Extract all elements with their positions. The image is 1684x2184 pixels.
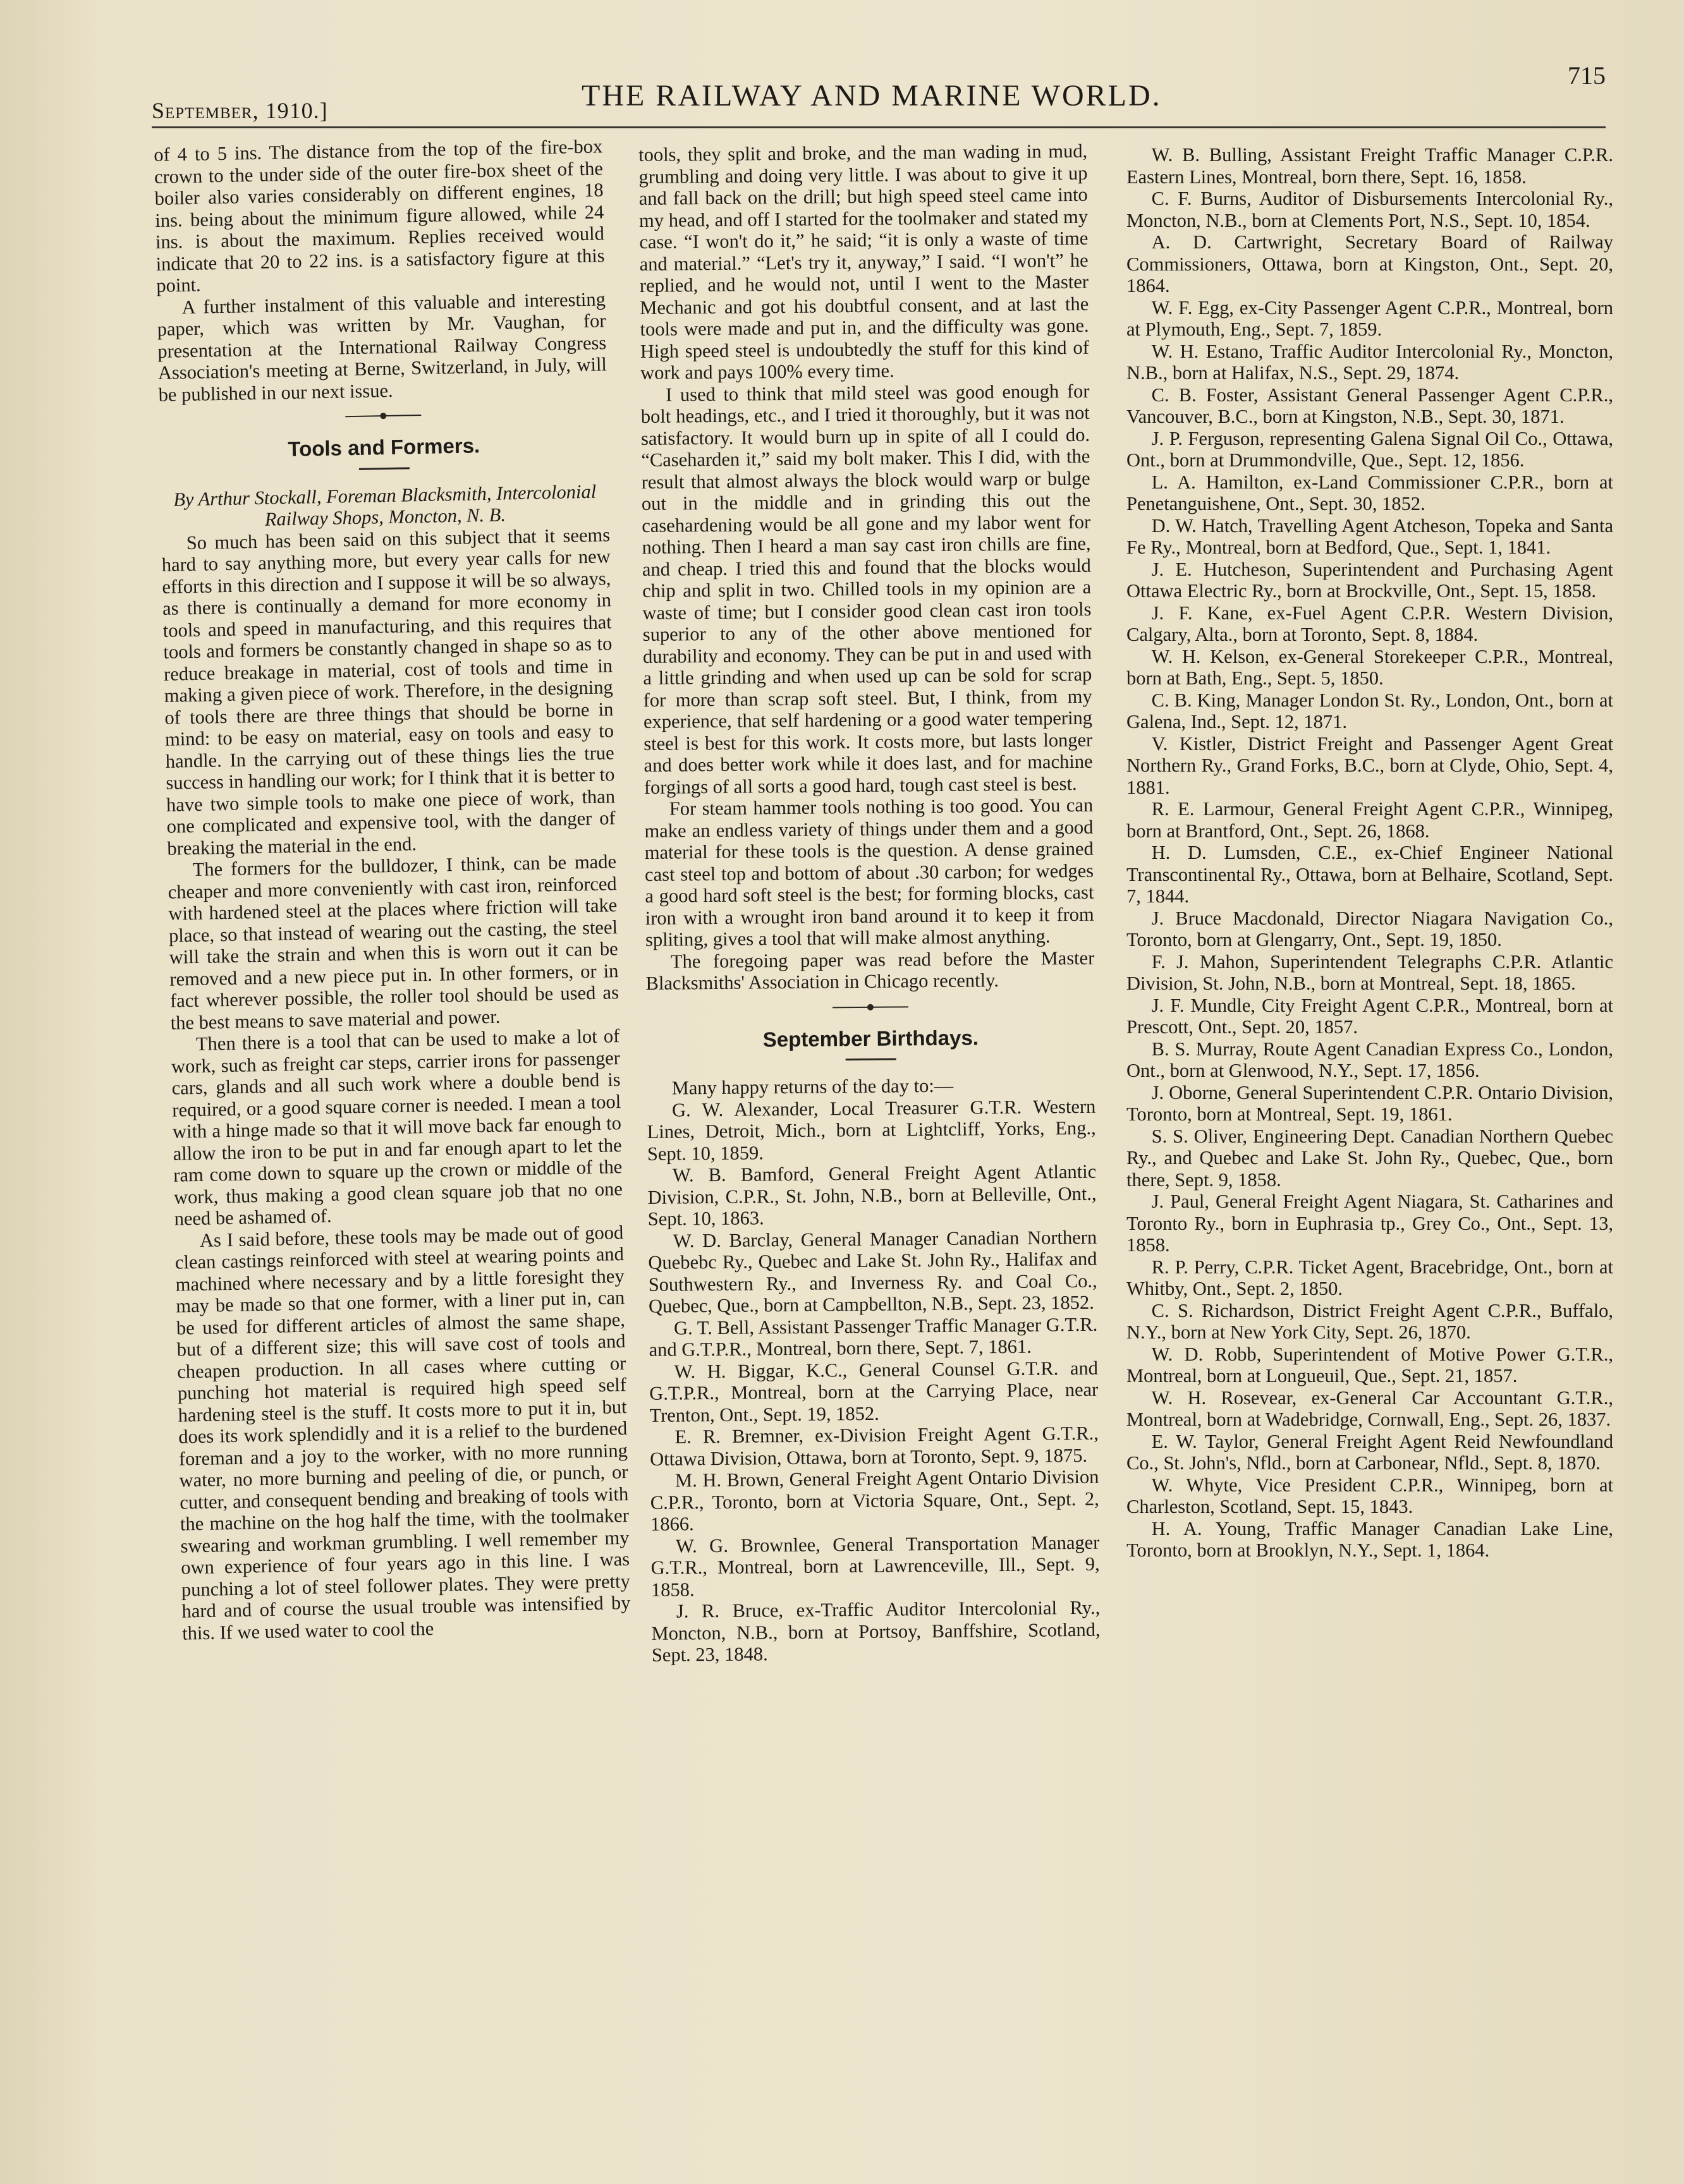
birthday-entry: B. S. Murray, Route Agent Canadian Express Co., London, Ont., born at Glenwood, N.Y., Sept. 17, 1856.: [1126, 1038, 1613, 1081]
birthday-entry: J. F. Mundle, City Freight Agent C.P.R., Montreal, born at Prescott, Ont., Sept. 20, 1857.: [1126, 994, 1613, 1038]
birthday-entry: W. B. Bulling, Assistant Freight Traffic Manager C.P.R. Eastern Lines, Montreal, born there, Sept. 16, 1858.: [1126, 144, 1613, 188]
paragraph: For steam hammer tools nothing is too good. You can make an endless variety of things under them and a good material for these tools is the question. A dense grained cast steel top and bottom of about .30 carbon; for wedges a good hard soft steel is the best; for forming blocks, cast iron with a wrought iron band around it to keep it from spliting, gives a tool that will make almost anything.: [644, 794, 1094, 950]
birthday-entry: W. F. Egg, ex-City Passenger Agent C.P.R., Montreal, born at Plymouth, Eng., Sept. 7, 1859.: [1126, 296, 1613, 340]
page-header: [152, 61, 1606, 123]
birthday-entry: C. B. King, Manager London St. Ry., London, Ont., born at Galena, Ind., Sept. 12, 1871.: [1126, 689, 1613, 732]
column-1: [154, 135, 631, 1644]
article-heading: Tools and Formers.: [288, 434, 480, 461]
heading-rule: [359, 467, 410, 470]
birthday-entry: W. H. Rosevear, ex-General Car Accountant G.T.R., Montreal, born at Wadebridge, Cornwall, Eng., Sept. 26, 1837.: [1126, 1386, 1613, 1430]
birthday-entry: G. T. Bell, Assistant Passenger Traffic Manager G.T.R. and G.T.P.R., Montreal, born there, Sept. 7, 1861.: [649, 1313, 1098, 1361]
birthday-entry: J. Paul, General Freight Agent Niagara, St. Catharines and Toronto Ry., born in Euphrasia tp., Grey Co., Ont., Sept. 13, 1858.: [1126, 1191, 1613, 1256]
section-divider: [833, 1006, 908, 1008]
birthday-entry: R. P. Perry, C.P.R. Ticket Agent, Bracebridge, Ont., born at Whitby, Ont., Sept. 2, 1850.: [1126, 1256, 1613, 1299]
paragraph: The formers for the bulldozer, I think, can be made cheaper and more conveniently with cast iron, reinforced with hardened steel at the places where friction will take place, so that instead of wearing out the casting, the steel will take the strain and when this is worn out it can be removed and a new piece put in. In other formers, or in fact wherever possible, the roller tool should be used as the best means to save material and power.: [168, 851, 619, 1034]
birthday-entry: W. D. Barclay, General Manager Canadian Northern Quebebc Ry., Quebec and Lake St. John Ry., Halifax and Southwestern Ry., and Inverness Ry. and Coal Co., Quebec, Que., born at Campbellton, N.B., Sept. 23, 1852.: [648, 1226, 1097, 1317]
paragraph: tools, they split and broke, and the man wading in mud, grumbling and doing very little. I was about to give it up and fall back on the drill; but high speed steel came into my head, and off I started for the toolmaker and stated my case. “I won't do it,” he said; “it is only a waste of time and material.” “Let's try it, anyway,” I said. “I won't” he replied, and he would not, until I went to the Master Mechanic and got his doubtful consent, and at last the tools were made and put in, and the difficulty was gone. High speed steel is undoubtedly the stuff for this kind of work and pays 100% every time.: [638, 140, 1089, 384]
column-2: [638, 140, 1101, 1666]
birthday-entry: J. Oborne, General Superintendent C.P.R. Ontario Division, Toronto, born at Montreal, Sept. 19, 1861.: [1126, 1081, 1613, 1125]
issue-date: September, 1910.]: [152, 98, 328, 123]
birthday-entry: R. E. Larmour, General Freight Agent C.P.R., Winnipeg, born at Brantford, Ont., Sept. 26, 1868.: [1126, 798, 1613, 842]
birthday-entry: E. W. Taylor, General Freight Agent Reid Newfoundland Co., St. John's, Nfld., born at Carbonear, Nfld., Sept. 8, 1870.: [1126, 1430, 1613, 1474]
birthday-entry: J. P. Ferguson, representing Galena Signal Oil Co., Ottawa, Ont., born at Drummondville, Que., Sept. 12, 1856.: [1126, 427, 1613, 471]
birthday-entry: J. Bruce Macdonald, Director Niagara Navigation Co., Toronto, born at Glengarry, Ont., Sept. 19, 1850.: [1126, 907, 1613, 950]
birthday-entry: W. H. Estano, Traffic Auditor Intercolonial Ry., Moncton, N.B., born at Halifax, N.S., Sept. 29, 1874.: [1126, 340, 1613, 384]
birthday-entry: L. A. Hamilton, ex-Land Commissioner C.P.R., born at Penetanguishene, Ont., Sept. 30, 1852.: [1126, 471, 1613, 514]
birthday-entry: W. H. Biggar, K.C., General Counsel G.T.R. and G.T.P.R., Montreal, born at the Carrying Place, near Trenton, Ont., Sept. 19, 1852.: [649, 1357, 1099, 1426]
birthday-entry: C. B. Foster, Assistant General Passenger Agent C.P.R., Vancouver, B.C., born at Kingston, N.B., Sept. 30, 1871.: [1126, 384, 1613, 427]
section-divider: [345, 415, 421, 417]
paragraph: I used to think that mild steel was good enough for bolt headings, etc., and I tried it thoroughly, but it was not satisfactory. It would burn up in spite of all I could do. “Caseharden it,” said my bolt maker. This I did, with the result that almost always the block would warp or bulge out in the middle and in grinding this out the casehardening would be all gone and my labor went for nothing. Then I heard a man say cast iron chills are fine, and cheap. I tried this and found that the blocks would chip and split in two. Chilled tools in my opinion are a waste of time; but I consider good clean cast iron tools superior to any of the other above mentioned for durability and economy. They can be put in and used with a little grinding and when used up can be sold for scrap for more than scrap soft steel. But, I think, from my experience, that self hardening or a good water tempering steel is best for this work. It costs more, but lasts longer and does better work while it does last, and for machine forgings of all sorts a good hard, tough cast steel is best.: [640, 380, 1093, 798]
birthday-entry: C. F. Burns, Auditor of Disbursements Intercolonial Ry., Moncton, N.B., born at Clements Port, N.S., Sept. 10, 1854.: [1126, 188, 1613, 231]
birthday-entry: S. S. Oliver, Engineering Dept. Canadian Northern Quebec Ry., and Quebec and Lake St. John Ry., Quebec, Que., born there, Sept. 9, 1858.: [1126, 1125, 1613, 1191]
birthday-entry: A. D. Cartwright, Secretary Board of Railway Commissioners, Ottawa, born at Kingston, Ont., Sept. 20, 1864.: [1126, 231, 1613, 296]
paragraph: The foregoing paper was read before the Master Blacksmiths' Association in Chicago recently.: [645, 947, 1095, 994]
birthday-entry: G. W. Alexander, Local Treasurer G.T.R. Western Lines, Detroit, Mich., born at Lightcliff, Yorks, Eng., Sept. 10, 1859.: [647, 1095, 1096, 1165]
birthday-entry: W. B. Bamford, General Freight Agent Atlantic Division, C.P.R., St. John, N.B., born at Belleville, Ont., Sept. 10, 1863.: [647, 1160, 1097, 1230]
birthday-entry: M. H. Brown, General Freight Agent Ontario Division C.P.R., Toronto, born at Victoria Square, Ont., Sept. 2, 1866.: [650, 1465, 1099, 1535]
header-rule: [152, 126, 1606, 128]
column-3: [1126, 144, 1613, 1562]
byline: By Arthur Stockall, Foreman Blacksmith, Intercolonial Railway Shops, Moncton, N. B.: [173, 480, 597, 530]
birthday-entry: J. E. Hutcheson, Superintendent and Purchasing Agent Ottawa Electric Ry., born at Brockville, Ont., Sept. 15, 1858.: [1126, 558, 1613, 602]
birthday-entry: V. Kistler, District Freight and Passenger Agent Great Northern Ry., Grand Forks, B.C., born at Clyde, Ohio, Sept. 4, 1881.: [1126, 732, 1613, 798]
paragraph: So much has been said on this subject that it seems hard to say anything more, but every year calls for new efforts in this direction and I suppose it will be so always, as there is continually a demand for more economy in tools and speed in manufacturing, and this requires that tools and formers be constantly changed in shape so as to reduce breakage in material, cost of tools and time in making a given piece of work. Therefore, in the designing of tools there are three things that should be borne in mind: to be easy on material, easy on tools and easy to handle. In the carrying out of these things lies the true success in handling our work; for I think that it is better to have two simple tools to make one piece of work, than one complicated and expensive tool, with the danger of breaking the material in the end.: [161, 523, 616, 859]
paragraph: Then there is a tool that can be used to make a lot of work, such as freight car steps, carrier irons for passenger cars, glands and all such work where a double bend is required, or a good square corner is needed. I mean a tool with a hinge made so that it will move back far enough to allow the iron to be put in and far enough apart to let the ram come down to square up the crown or middle of the work, thus making a good clean square job that no one need be ashamed of.: [171, 1025, 623, 1230]
paragraph: A further instalment of this valuable and interesting paper, which was written by Mr. Vaughan, for presentation at the International Railway Congress Association's meeting at Berne, Switzerland, in July, will be published in our next issue.: [157, 288, 607, 406]
paragraph: As I said before, these tools may be made out of good clean castings reinforced with steel at wearing points and machined where necessary and by a little foresight they may be made so that one former, with a liner put in, can be used for different articles of almost the same shape, but of a different size; this will save cost of tools and cheapen production. In all cases where cutting or punching hot material is required high speed self hardening steel is the stuff. It costs more to put it in, but does its work splendidly and it is a relief to the burdened foreman and a joy to the worker, with no more running water, no more burning and peeling of die, or punch, or cutter, and consequent bending and breaking of tools with the machine on the hog half the time, with the toolmaker swearing and workman grumbling. I well remember my own experience of four years ago in this line. I was punching a lot of steel follower plates. They were pretty hard and of course the usual trouble was intensified by this. If we used water to cool the: [174, 1221, 631, 1644]
birthday-entry: W. Whyte, Vice President C.P.R., Winnipeg, born at Charleston, Scotland, Sept. 15, 1843.: [1126, 1474, 1613, 1517]
page-number: 715: [1568, 61, 1606, 90]
paragraph: of 4 to 5 ins. The distance from the top of the fire-box crown to the under side of the outer fire-box sheet of the boiler also varies considerably on different engines, 18 ins. being about the minimum figure allowed, while 24 ins. is about the maximum. Replies received would indicate that 20 to 22 ins. is a satisfactory figure at this point.: [154, 135, 605, 296]
publication-title: THE RAILWAY AND MARINE WORLD.: [582, 79, 1162, 112]
birthday-entry: H. A. Young, Traffic Manager Canadian Lake Line, Toronto, born at Brooklyn, N.Y., Sept. 1, 1864.: [1126, 1517, 1613, 1561]
birthday-entry: W. H. Kelson, ex-General Storekeeper C.P.R., Montreal, born at Bath, Eng., Sept. 5, 1850.: [1126, 645, 1613, 689]
birthdays-intro: Many happy returns of the day to:—: [671, 1074, 954, 1099]
birthday-entry: J. R. Bruce, ex-Traffic Auditor Intercolonial Ry., Moncton, N.B., born at Portsoy, Banffshire, Scotland, Sept. 23, 1848.: [651, 1596, 1101, 1666]
birthday-entry: E. R. Bremner, ex-Division Freight Agent G.T.R., Ottawa Division, Ottawa, born at Toronto, Sept. 9, 1875.: [650, 1422, 1099, 1470]
birthday-entry: D. W. Hatch, Travelling Agent Atcheson, Topeka and Santa Fe Ry., Montreal, born at Bedford, Que., Sept. 1, 1841.: [1126, 514, 1613, 558]
heading-rule: [846, 1058, 896, 1060]
birthday-entry: W. G. Brownlee, General Transportation Manager G.T.R., Montreal, born at Lawrenceville, Ill., Sept. 9, 1858.: [650, 1531, 1100, 1601]
birthday-entry: F. J. Mahon, Superintendent Telegraphs C.P.R. Atlantic Division, St. John, N.B., born at Montreal, Sept. 18, 1865.: [1126, 950, 1613, 994]
birthday-entry: C. S. Richardson, District Freight Agent C.P.R., Buffalo, N.Y., born at New York City, Sept. 26, 1870.: [1126, 1299, 1613, 1343]
birthday-entry: H. D. Lumsden, C.E., ex-Chief Engineer National Transcontinental Ry., Ottawa, born at Belhaire, Scotland, Sept. 7, 1844.: [1126, 842, 1613, 907]
birthday-entry: W. D. Robb, Superintendent of Motive Power G.T.R., Montreal, born at Longueuil, Que., Sept. 21, 1857.: [1126, 1343, 1613, 1386]
birthday-entry: J. F. Kane, ex-Fuel Agent C.P.R. Western Division, Calgary, Alta., born at Toronto, Sept. 8, 1884.: [1126, 602, 1613, 645]
birthdays-heading: September Birthdays.: [762, 1025, 979, 1051]
